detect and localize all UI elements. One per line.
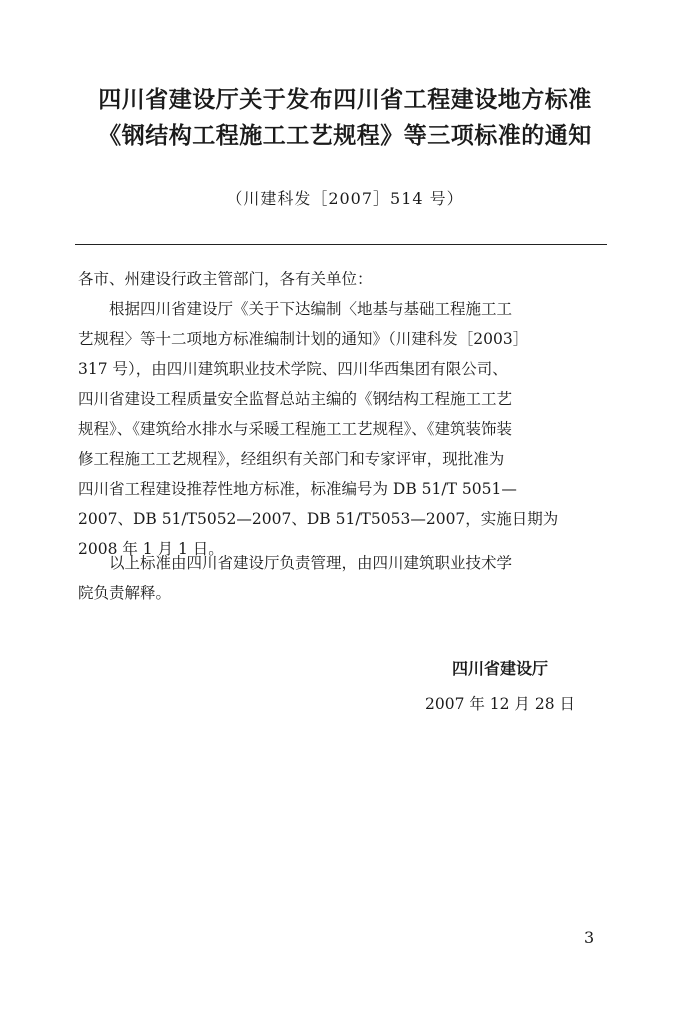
paragraph-1-line: 四川省建设工程质量安全监督总站主编的《钢结构工程施工工艺 xyxy=(78,390,513,408)
paragraph-1-line: 根据四川省建设厅《关于下达编制〈地基与基础工程施工工 xyxy=(109,300,513,318)
paragraph-1-line: 四川省工程建设推荐性地方标准，标准编号为 DB 51/T 5051— xyxy=(78,480,517,498)
paragraph-1-line: 艺规程〉等十二项地方标准编制计划的通知》（川建科发［2003］ xyxy=(78,330,529,348)
page-number: 3 xyxy=(584,928,595,947)
paragraph-1-line: 2007、DB 51/T5052—2007、DB 51/T5053—2007，实施日期为 xyxy=(78,510,559,528)
document-number: （川建科发［2007］514 号） xyxy=(226,189,464,208)
paragraph-1-line: 2008 年 1 月 1 日。 xyxy=(78,540,224,558)
title-line-2: 《钢结构工程施工工艺规程》等三项标准的通知 xyxy=(98,123,592,149)
issue-date: 2007 年 12 月 28 日 xyxy=(424,695,576,713)
paragraph-2 xyxy=(78,548,610,608)
issuing-organization: 四川省建设厅 xyxy=(451,659,548,678)
paragraph-1-line: 规程》、《建筑给水排水与采暖工程施工工艺规程》、《建筑装饰装 xyxy=(78,420,513,438)
paragraph-1-line: 修工程施工工艺规程》，经组织有关部门和专家评审，现批准为 xyxy=(78,450,505,468)
header-divider xyxy=(75,244,607,245)
paragraph-2-line: 以上标准由四川省建设厅负责管理，由四川建筑职业技术学 xyxy=(109,554,513,572)
title-line-1: 四川省建设厅关于发布四川省工程建设地方标准 xyxy=(98,87,592,113)
paragraph-1-line: 317 号），由四川建筑职业技术学院、四川华西集团有限公司、 xyxy=(78,360,508,378)
paragraph-2-line: 院负责解释。 xyxy=(78,584,172,602)
addressee: 各市、州建设行政主管部门，各有关单位： xyxy=(78,270,373,288)
paragraph-1 xyxy=(78,294,610,564)
